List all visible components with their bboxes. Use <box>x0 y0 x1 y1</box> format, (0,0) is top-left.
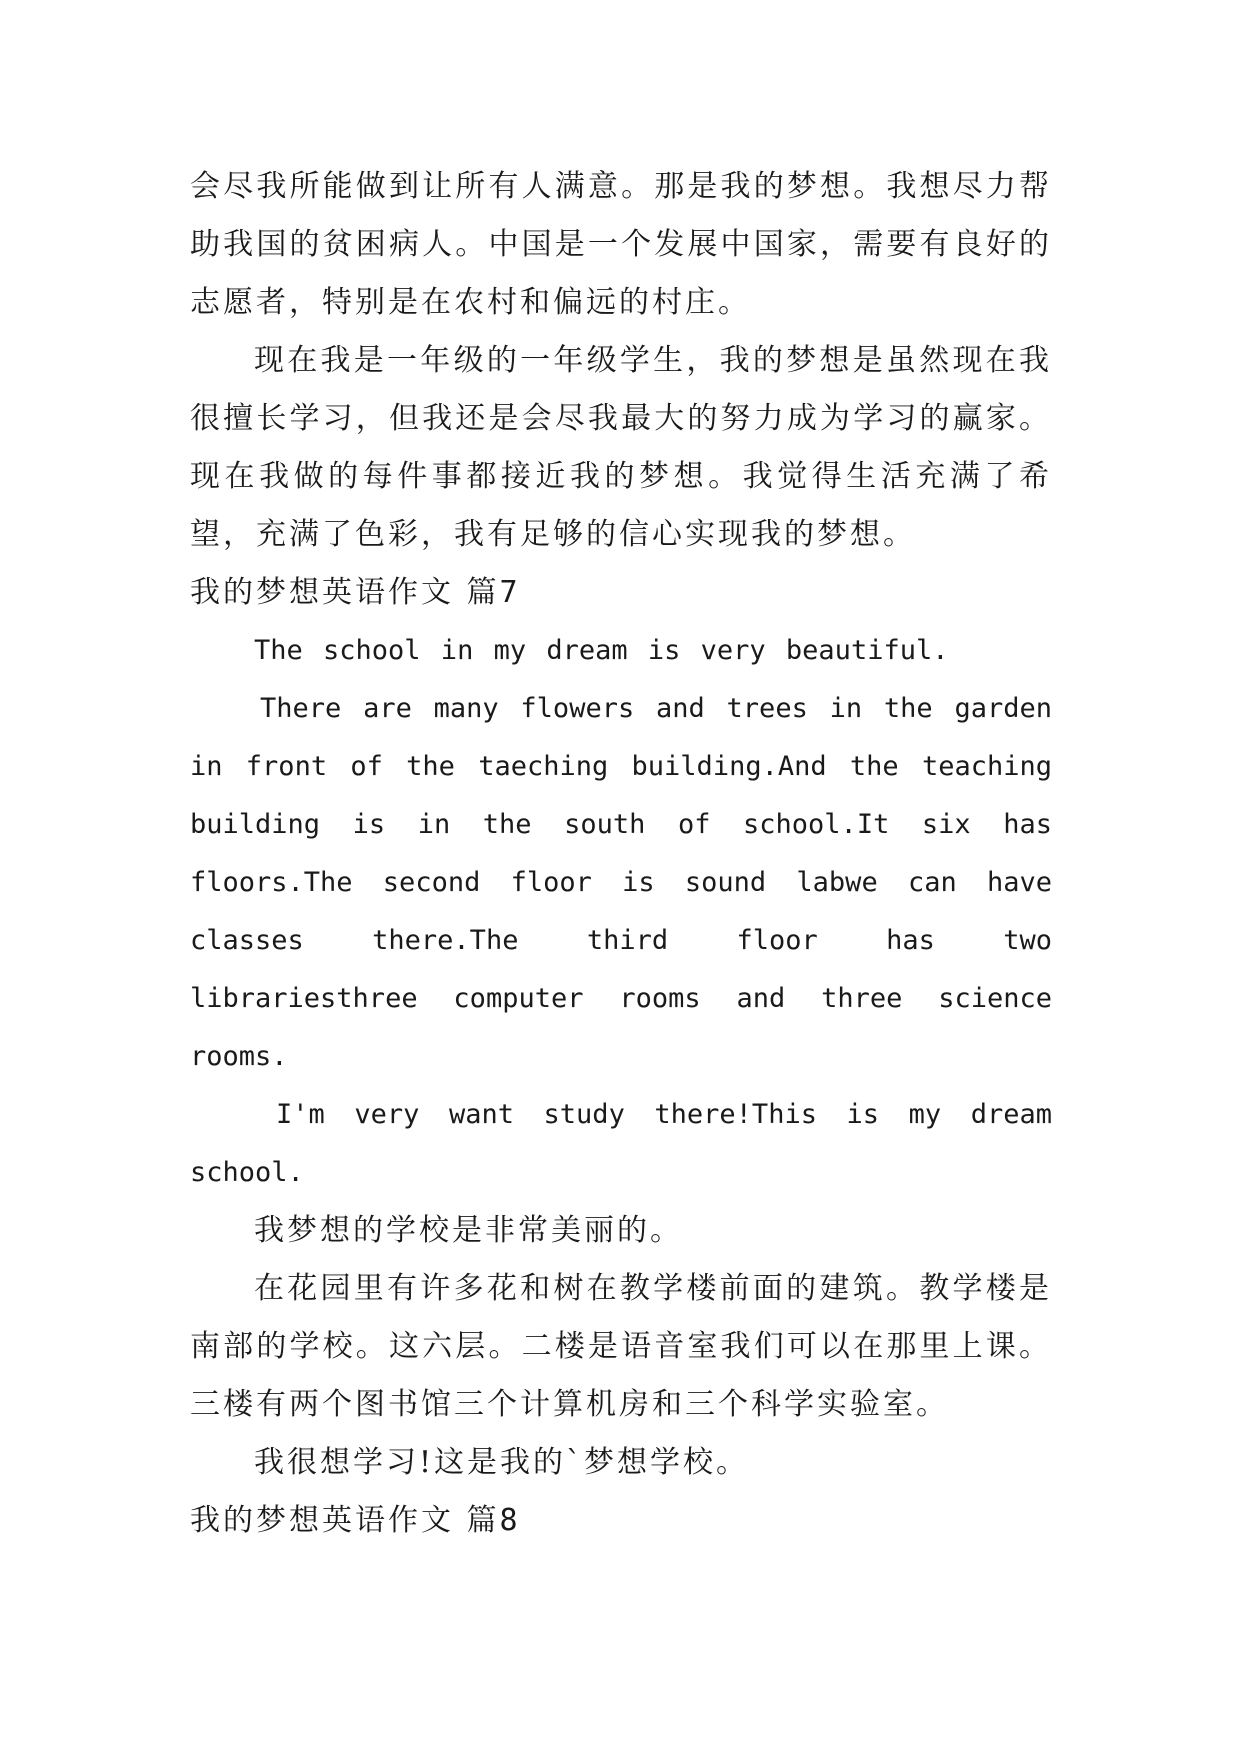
section-heading-8-text: 我的梦想英语作文 篇 <box>190 1503 500 1538</box>
english-paragraph-3: I'm very want study there!This is my dream school. <box>190 1099 1052 1188</box>
paragraph-dream-study: 现在我是一年级的一年级学生，我的梦想是虽然现在我很擅长学习，但我还是会尽我最大的努力成为学习的赢家。现在我做的每件事都接近我的梦想。我觉得生活充满了希望，充满了色彩，我有足够的信心实现我的梦想。 <box>190 343 1052 552</box>
section-heading-7 <box>190 564 1052 622</box>
section-heading-8 <box>190 1492 1052 1550</box>
section-heading-8-number: 8 <box>499 1503 518 1538</box>
english-paragraph-2: There are many flowers and trees in the garden in front of the taeching building.And the teaching building is in the south of school.It six has floors.The second floor is sound labwe can have classes there.The third floor has two librariesthree computer rooms and three science rooms. <box>190 693 1052 1072</box>
paragraph-continued: 会尽我所能做到让所有人满意。那是我的梦想。我想尽力帮助我国的贫困病人。中国是一个发展中国家，需要有良好的志愿者，特别是在农村和偏远的村庄。 <box>190 169 1052 320</box>
chinese-paragraph-3: 我很想学习!这是我的`梦想学校。 <box>254 1445 750 1480</box>
section-heading-7-text: 我的梦想英语作文 篇 <box>190 575 500 610</box>
section-heading-7-number: 7 <box>499 575 518 610</box>
chinese-paragraph-2: 在花园里有许多花和树在教学楼前面的建筑。教学楼是南部的学校。这六层。二楼是语音室我们可以在那里上课。三楼有两个图书馆三个计算机房和三个科学实验室。 <box>190 1271 1052 1422</box>
english-paragraph-1: The school in my dream is very beautiful. <box>254 635 949 666</box>
chinese-paragraph-1: 我梦想的学校是非常美丽的。 <box>254 1213 683 1248</box>
document-page <box>190 158 1052 1550</box>
